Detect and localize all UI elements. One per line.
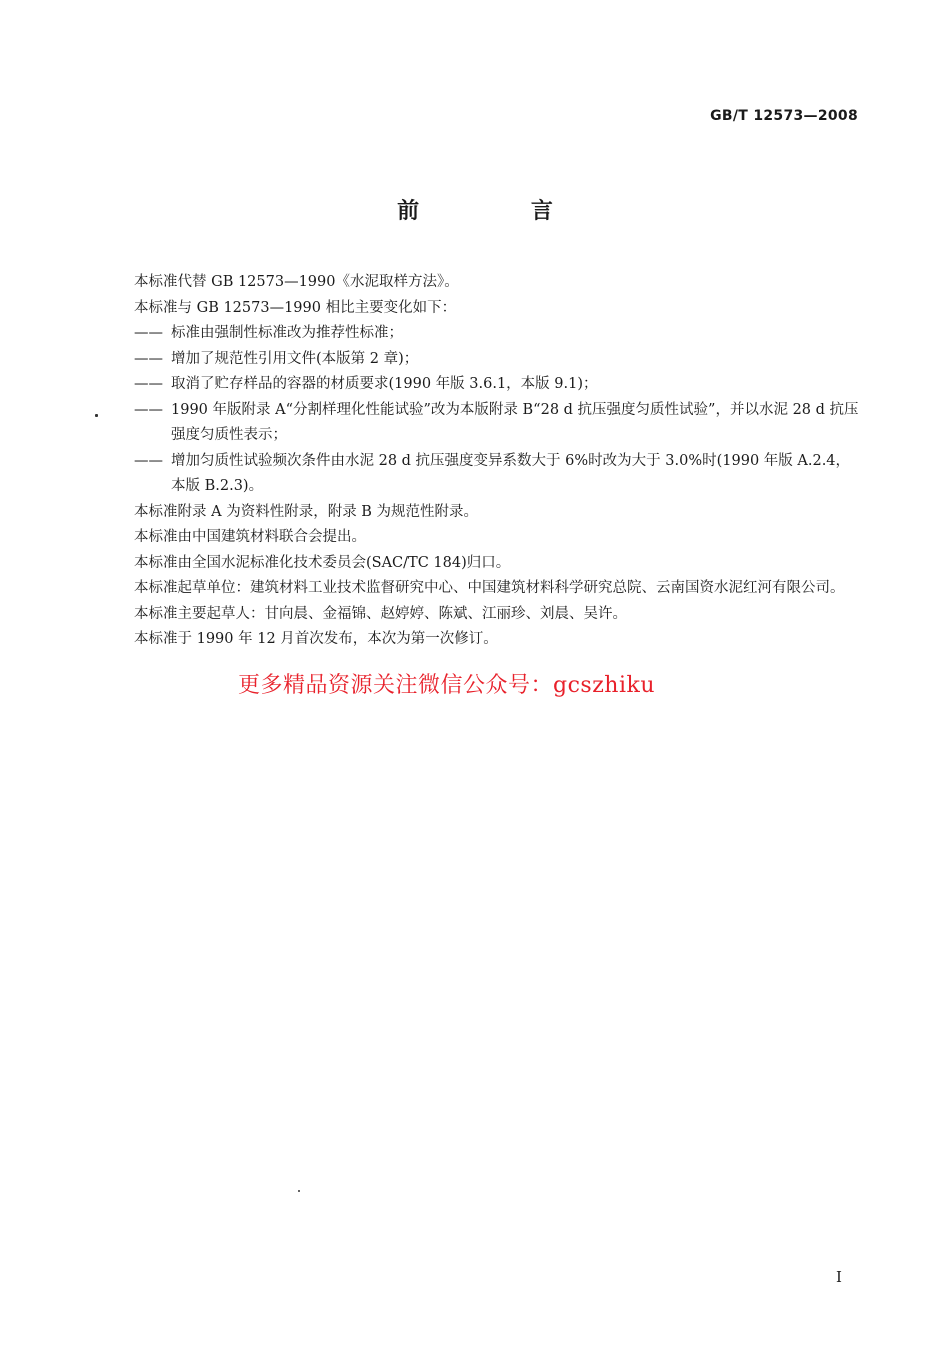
- change-item-text: 增加匀质性试验频次条件由水泥 28 d 抗压强度变异系数大于 6%时改为大于 3.0%时(1990 年版 A.2.4，本版 B.2.3)。: [171, 452, 851, 494]
- change-item: [134, 372, 862, 398]
- paragraph: 本标准起草单位：建筑材料工业技术监督研究中心、中国建筑材料科学研究总院、云南国资水泥红河有限公司。: [134, 580, 845, 596]
- paragraph: 本标准由全国水泥标准化技术委员会(SAC/TC 184)归口。: [134, 554, 511, 571]
- foreword-body: [134, 270, 862, 653]
- change-item: [134, 321, 862, 347]
- paragraph: 本标准与 GB 12573—1990 相比主要变化如下：: [134, 299, 457, 316]
- dash-marker: ——: [134, 401, 163, 418]
- change-item-text: 标准由强制性标准改为推荐性标准；: [171, 325, 403, 341]
- dash-marker: ——: [134, 452, 163, 469]
- dash-marker: ——: [134, 325, 163, 341]
- change-item-text: 增加了规范性引用文件(本版第 2 章)；: [171, 350, 419, 367]
- change-item-text: 1990 年版附录 A“分割样理化性能试验”改为本版附录 B“28 d 抗压强度匀质性试验”，并以水泥 28 d 抗压强度匀质性表示；: [171, 401, 859, 443]
- page-title: 前 言: [397, 199, 605, 224]
- page-number: I: [836, 1268, 842, 1286]
- paragraph: 本标准主要起草人：甘向晨、金福锦、赵婷婷、陈斌、江丽珍、刘晨、吴许。: [134, 605, 627, 622]
- paragraph: 本标准于 1990 年 12 月首次发布，本次为第一次修订。: [134, 631, 498, 647]
- paragraph: 本标准由中国建筑材料联合会提出。: [134, 529, 366, 545]
- standard-code: GB/T 12573—2008: [710, 108, 858, 124]
- watermark-text: 更多精品资源关注微信公众号：gcszhiku: [238, 673, 655, 698]
- paragraph: 本标准代替 GB 12573—1990《水泥取样方法》。: [134, 274, 459, 290]
- change-item: [134, 398, 862, 449]
- dash-marker: ——: [134, 350, 163, 367]
- change-item: [134, 347, 862, 373]
- change-item: [134, 449, 862, 500]
- paragraph: 本标准附录 A 为资料性附录，附录 B 为规范性附录。: [134, 503, 479, 520]
- change-item-text: 取消了贮存样品的容器的材质要求(1990 年版 3.6.1，本版 9.1)；: [171, 376, 598, 392]
- dash-marker: ——: [134, 376, 163, 392]
- scan-speck: [298, 1190, 300, 1192]
- scan-speck: [95, 414, 98, 417]
